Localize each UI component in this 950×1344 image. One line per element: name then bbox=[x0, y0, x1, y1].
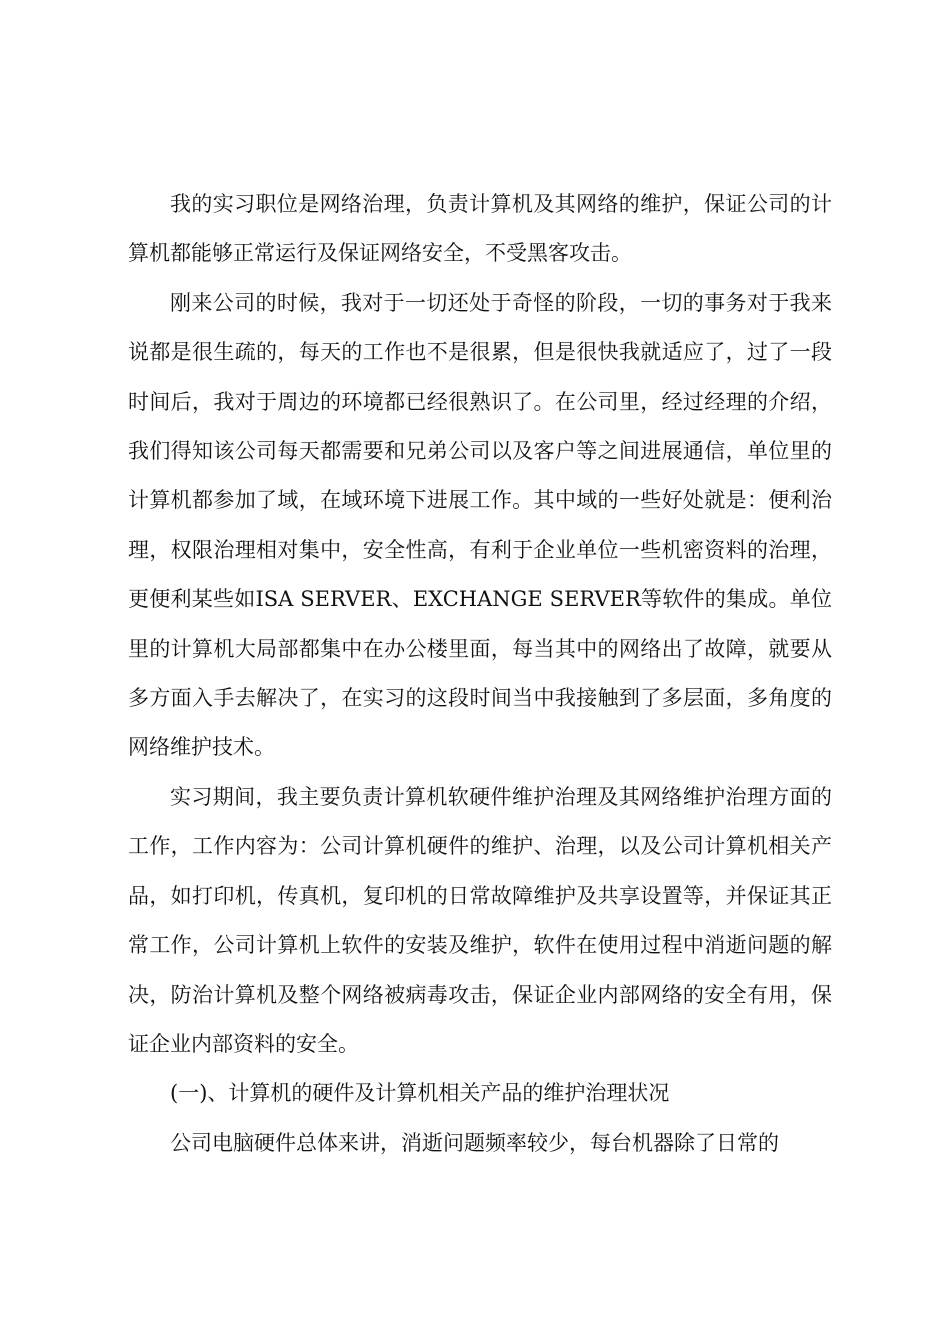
section-heading: (一)、计算机的硬件及计算机相关产品的维护治理状况 bbox=[170, 1081, 670, 1106]
paragraph-responsibilities: 实习期间，我主要负责计算机软硬件维护治理及其网络维护治理方面的工作，工作内容为：公司计算机硬件的维护、治理，以及公司计算机相关产品，如打印机，传真机，复印机的日常故障维护及共享设置等，并保证其正常工作，公司计算机上软件的安装及维护，软件在使用过程中消逝问题的解决，防治计算机及整个网络被病毒攻击，保证企业内部网络的安全有用，保证企业内部资料的安全。 bbox=[128, 784, 832, 1056]
paragraph-arrival: 刚来公司的时候，我对于一切还处于奇怪的阶段，一切的事务对于我来说都是很生疏的，每天的工作也不是很累，但是很快我就适应了，过了一段时间后，我对于周边的环境都已经很熟识了。在公司里，经过经理的介绍，我们得知该公司每天都需要和兄弟公司以及客户等之间进展通信，单位里的计算机都参加了域，在域环境下进展工作。其中域的一些好处就是：便利治理，权限治理相对集中，安全性高，有利于企业单位一些机密资料的治理，更便利某些如ISA SERVER、EXCHANGE SERVER等软件的集成。单位里的计算机大局部都集中在办公楼里面，每当其中的网络出了故障，就要从多方面入手去解决了，在实习的这段时间当中我接触到了多层面，多角度的网络维护技术。 bbox=[128, 290, 832, 760]
paragraph-job-role: 我的实习职位是网络治理，负责计算机及其网络的维护，保证公司的计算机都能够正常运行及保证网络安全，不受黑客攻击。 bbox=[128, 192, 832, 266]
document-body bbox=[128, 180, 832, 1168]
paragraph-hardware-overview: 公司电脑硬件总体来讲，消逝问题频率较少，每台机器除了日常的 bbox=[170, 1130, 779, 1155]
